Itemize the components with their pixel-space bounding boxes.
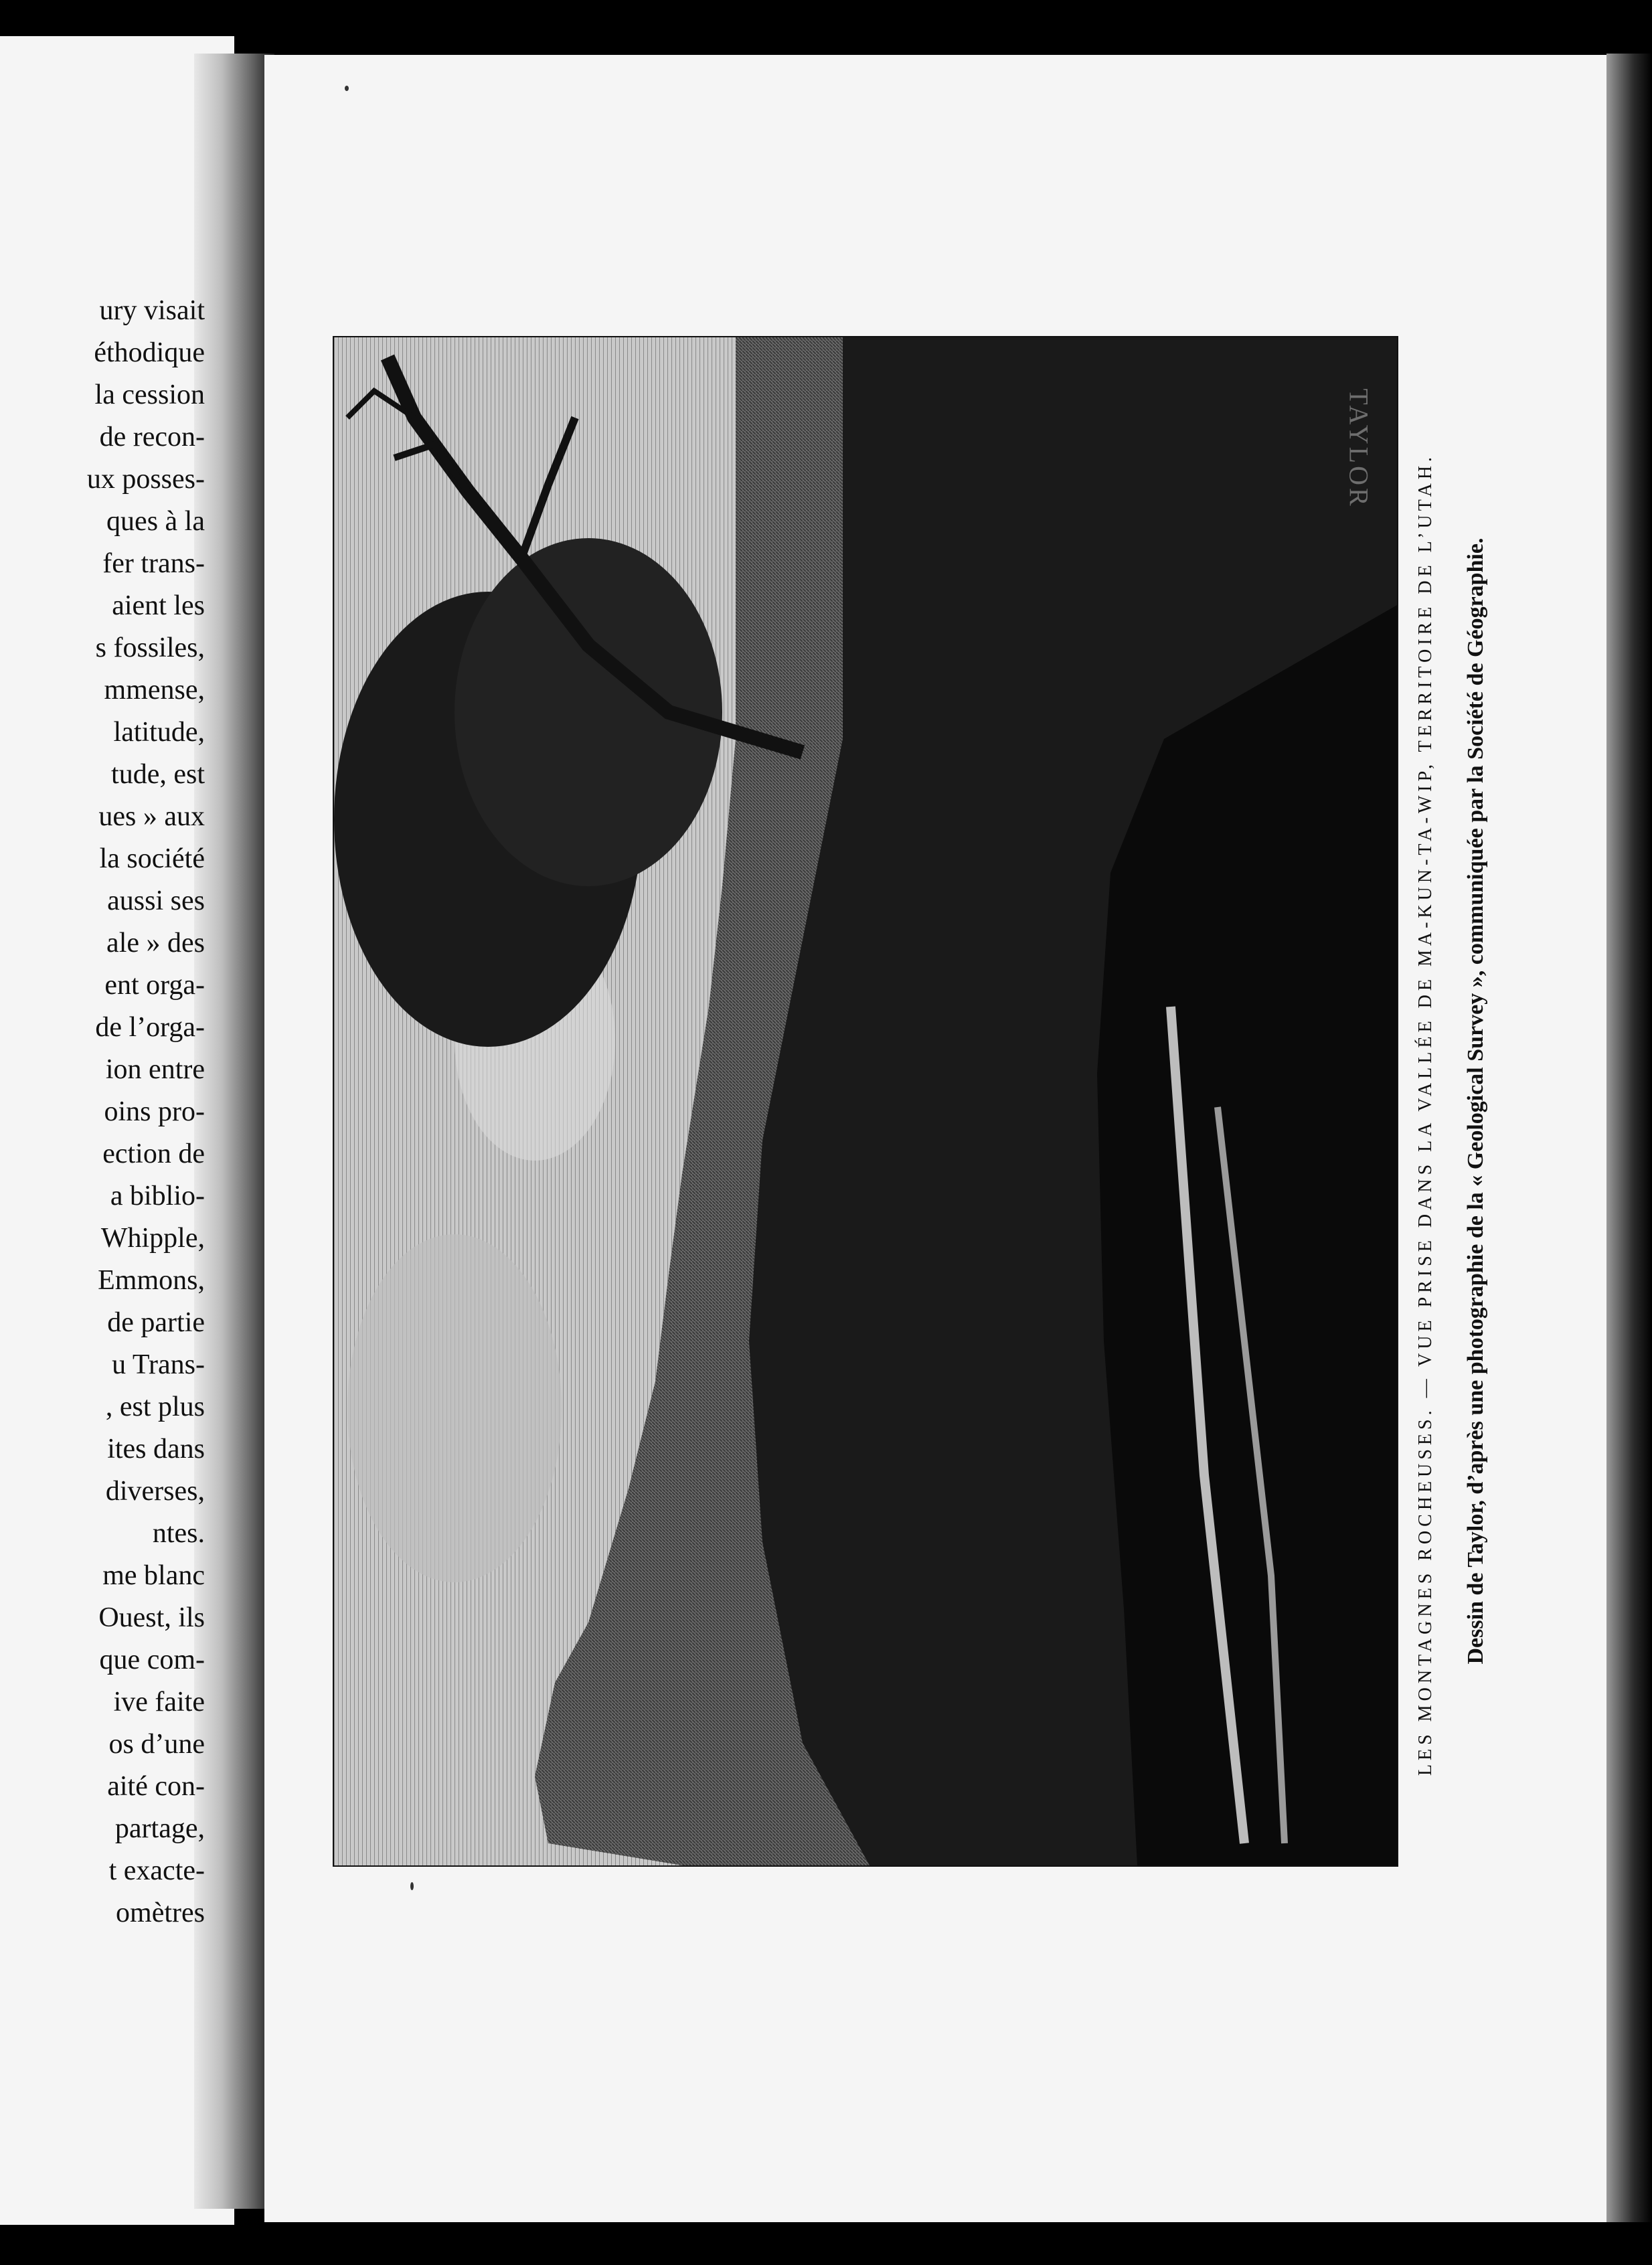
- left-text-line: a biblio-: [110, 1181, 205, 1211]
- left-text-line: ion entre: [105, 1054, 205, 1085]
- left-text-line: que com-: [99, 1645, 205, 1675]
- left-text-line: aussi ses: [107, 886, 205, 916]
- left-text-line: la cession: [94, 380, 205, 410]
- left-text-line: os d’une: [108, 1729, 205, 1760]
- left-text-line: t exacte-: [108, 1855, 205, 1886]
- ink-speck: [410, 1882, 414, 1890]
- left-text-line: ites dans: [107, 1434, 205, 1464]
- left-text-line: ive faite: [113, 1687, 205, 1717]
- illustration-caption-credit: [1453, 537, 1499, 1665]
- left-text-line: de recon-: [99, 422, 205, 452]
- landscape-engraving: [334, 337, 1397, 1865]
- left-text-line: ent orga-: [104, 970, 205, 1001]
- signature-text: TAYLOR: [1343, 388, 1374, 509]
- left-text-line: ques à la: [106, 506, 205, 537]
- page-edge-shadow: [1606, 54, 1652, 2222]
- left-text-line: diverses,: [105, 1476, 205, 1507]
- left-text-line: latitude,: [113, 717, 205, 748]
- cloud: [347, 1234, 562, 1582]
- left-text-line: oins pro-: [104, 1096, 205, 1127]
- left-text-line: omètres: [116, 1898, 205, 1928]
- left-text-line: s fossiles,: [95, 633, 205, 663]
- left-text-line: ux posses-: [86, 464, 205, 495]
- engraving-illustration: [333, 336, 1398, 1867]
- left-text-line: ntes.: [152, 1518, 205, 1549]
- illustration-caption-title: [1406, 452, 1446, 1776]
- book-gutter: [194, 54, 274, 2209]
- left-text-line: Emmons,: [98, 1265, 205, 1296]
- left-text-line: ury visait: [99, 295, 205, 326]
- left-text-line: ection de: [102, 1139, 205, 1169]
- left-text-line: la société: [99, 843, 205, 874]
- left-text-line: Ouest, ils: [98, 1602, 205, 1633]
- left-text-line: ues » aux: [98, 801, 205, 832]
- left-text-line: de l’orga-: [95, 1012, 205, 1043]
- left-text-line: éthodique: [94, 337, 205, 368]
- ink-speck: [345, 86, 349, 91]
- left-text-line: partage,: [114, 1813, 205, 1844]
- left-text-line: fer trans-: [102, 548, 205, 579]
- left-text-line: aité con-: [107, 1771, 205, 1802]
- caption-title-text: LES MONTAGNES ROCHEUSES. — VUE PRISE DANS LA VALLÉE DE MA-KUN-TA-WIP, TERRITOIRE DE L’UTAH.: [1415, 452, 1436, 1776]
- left-text-line: tude, est: [111, 759, 205, 790]
- left-text-line: mmense,: [104, 675, 205, 705]
- left-text-line: ale » des: [106, 928, 205, 958]
- left-text-line: de partie: [107, 1307, 205, 1338]
- artist-signature: [1339, 361, 1379, 535]
- left-text-line: u Trans-: [112, 1349, 205, 1380]
- caption-credit-text: Dessin de Taylor, d’après une photographie de la « Geological Survey », communiquée par la Société de Géographie.: [1463, 537, 1488, 1665]
- left-text-line: , est plus: [105, 1392, 205, 1422]
- foreground-rocks: [1097, 605, 1397, 1865]
- left-text-line: Whipple,: [100, 1223, 205, 1254]
- left-text-line: aient les: [112, 590, 205, 621]
- left-text-line: me blanc: [102, 1560, 205, 1591]
